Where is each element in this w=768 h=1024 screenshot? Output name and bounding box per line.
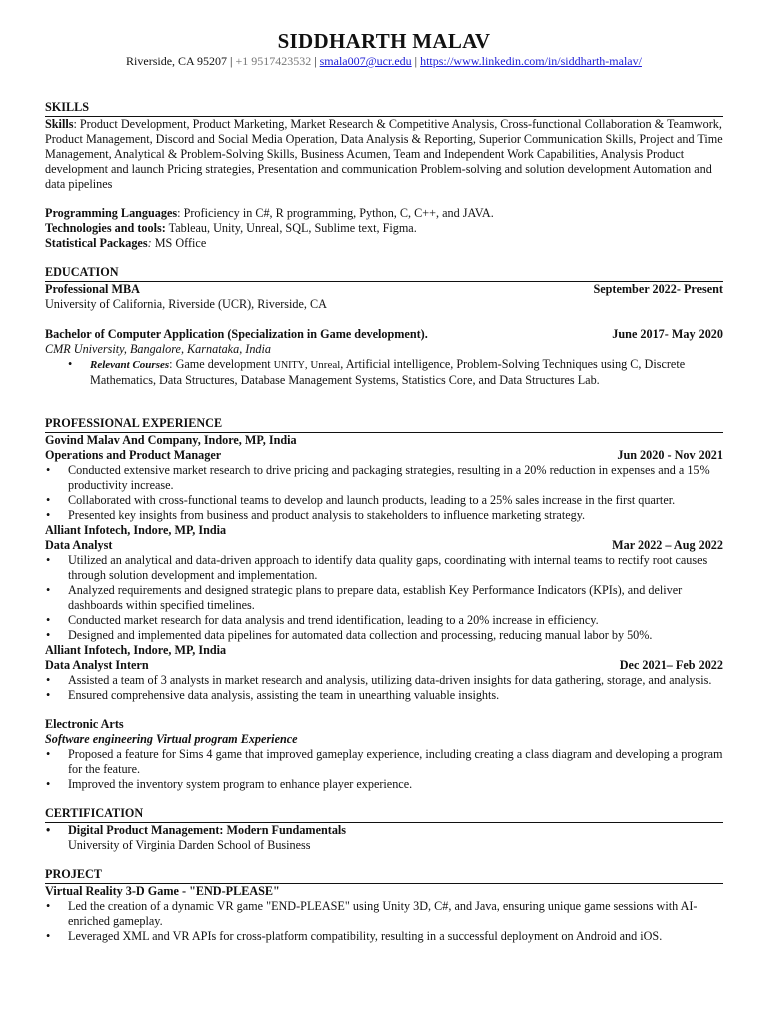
linkedin-link[interactable]: https://www.linkedin.com/in/siddharth-malav/ bbox=[420, 54, 642, 68]
role-row bbox=[45, 538, 723, 553]
statistical-label: Statistical Packages bbox=[45, 236, 148, 250]
job-bullets bbox=[45, 463, 723, 523]
certification-heading: CERTIFICATION bbox=[45, 806, 723, 823]
project-bullets bbox=[45, 899, 723, 944]
list-item: • Proposed a feature for Sims 4 game that improved gameplay experience, including creating a class diagram and developing a program for the feature. bbox=[45, 747, 723, 777]
contact-line bbox=[45, 54, 723, 69]
company-name: Electronic Arts bbox=[45, 717, 124, 731]
experience-heading: PROFESSIONAL EXPERIENCE bbox=[45, 416, 723, 433]
role-row bbox=[45, 448, 723, 463]
role-row bbox=[45, 658, 723, 673]
role-title: Software engineering Virtual program Experience bbox=[45, 732, 298, 746]
technologies-label: Technologies and tools: bbox=[45, 221, 166, 235]
bca-dates: June 2017- May 2020 bbox=[612, 327, 723, 341]
bca-school: CMR University, Bangalore, Karnataka, India bbox=[45, 342, 272, 356]
skills-label: Skills bbox=[45, 117, 74, 131]
list-item: • Utilized an analytical and data-driven approach to identify data quality gaps, coordinating with internal teams to rectify root causes through solution development and implementation. bbox=[45, 553, 723, 583]
job-bullets bbox=[45, 673, 723, 703]
statistical-colon: : bbox=[147, 236, 152, 250]
skills-heading: SKILLS bbox=[45, 100, 723, 117]
courses-text-a: : Game development bbox=[169, 357, 274, 371]
mba-title: Professional MBA bbox=[45, 282, 140, 296]
certification-title: • Digital Product Management: Modern Fundamentals bbox=[45, 823, 723, 838]
skills-text: : Product Development, Product Marketing, Market Research & Competitive Analysis, Cross-functional Collaboration & Teamwork, Product Management, Discord and Social Media Operation, Data Analysis & Reporting, Superior Communication Skills, Project and Time Management, Analytical & Problem-Solving Skills, Business Acumen, Team and Independent Work Capabilities, Analysis Product development and launch Pricing strategies, Presentation and communication Problem-solving and solution development Automation and data pipelines bbox=[45, 117, 723, 191]
programming-languages bbox=[45, 206, 723, 221]
technologies-tools bbox=[45, 221, 723, 236]
list-item: • Conducted market research for data analysis and trend identification, leading to a 20% increase in efficiency. bbox=[45, 613, 723, 628]
job-bullets bbox=[45, 747, 723, 792]
candidate-name: SIDDHARTH MALAV bbox=[277, 29, 491, 53]
project-heading: PROJECT bbox=[45, 867, 723, 884]
list-item bbox=[67, 357, 723, 388]
list-item: • Presented key insights from business and product analysis to stakeholders to influence marketing strategy. bbox=[45, 508, 723, 523]
role-dates: Dec 2021– Feb 2022 bbox=[619, 658, 723, 672]
statistical-text: MS Office bbox=[151, 236, 207, 250]
mba-dates: September 2022- Present bbox=[593, 282, 723, 296]
list-item: • Conducted extensive market research to drive pricing and packaging strategies, resulting in a 20% reduction in expenses and a 15% productivity increase. bbox=[45, 463, 723, 493]
location-text: Riverside, CA 95207 | bbox=[126, 54, 236, 68]
role-title: Data Analyst Intern bbox=[45, 658, 149, 672]
role-title: Data Analyst bbox=[45, 538, 113, 552]
project-title: Virtual Reality 3-D Game - "END-PLEASE" bbox=[45, 884, 280, 898]
bca-title: Bachelor of Computer Application (Specialization in Game development). bbox=[45, 327, 428, 341]
company-name: Alliant Infotech, Indore, MP, India bbox=[45, 643, 227, 657]
list-item: • Improved the inventory system program to enhance player experience. bbox=[45, 777, 723, 792]
separator: | bbox=[311, 54, 320, 68]
skills-paragraph bbox=[45, 117, 723, 192]
role-dates: Jun 2020 - Nov 2021 bbox=[617, 448, 723, 462]
statistical-packages bbox=[45, 236, 723, 251]
email-link[interactable]: smala007@ucr.edu bbox=[319, 54, 412, 68]
courses-text-c: , Artificial intelligence, Problem-Solving Techniques using C, Discrete Mathematics, Data Structures, Database Management Systems, Statistics Core, and Data Structures Lab. bbox=[90, 357, 686, 387]
resume-page bbox=[45, 28, 723, 944]
mba-school: University of California, Riverside (UCR), Riverside, CA bbox=[45, 297, 327, 311]
separator: | bbox=[411, 54, 421, 68]
programming-label: Programming Languages bbox=[45, 206, 178, 220]
list-item: • Assisted a team of 3 analysts in market research and analysis, utilizing data-driven insights for data gathering, storage, and analysis. bbox=[45, 673, 723, 688]
list-item: • Analyzed requirements and designed strategic plans to prepare data, establish Key Performance Indicators (KPIs), and deliver dashboards within specified timelines. bbox=[45, 583, 723, 613]
education-heading: EDUCATION bbox=[45, 265, 723, 282]
list-item: • Led the creation of a dynamic VR game "END-PLEASE" using Unity 3D, C#, and Java, ensuring unique game sessions with AI-enriched gameplay. bbox=[45, 899, 723, 929]
bca-row bbox=[45, 327, 723, 342]
technologies-text: Tableau, Unity, Unreal, SQL, Sublime text, Figma. bbox=[165, 221, 417, 235]
mba-row bbox=[45, 282, 723, 297]
certification-list bbox=[45, 823, 723, 838]
courses-unreal: , Unreal bbox=[304, 359, 341, 371]
company-name: Govind Malav And Company, Indore, MP, India bbox=[45, 433, 297, 447]
courses-label: Relevant Courses bbox=[90, 359, 170, 371]
certification-issuer: University of Virginia Darden School of Business bbox=[68, 838, 311, 852]
role-dates: Mar 2022 – Aug 2022 bbox=[612, 538, 723, 552]
list-item: • Ensured comprehensive data analysis, assisting the team in unearthing valuable insights. bbox=[45, 688, 723, 703]
programming-text: : Proficiency in C#, R programming, Python, C, C++, and JAVA. bbox=[177, 206, 494, 220]
list-item: • Collaborated with cross-functional teams to develop and launch products, leading to a 25% sales increase in the first quarter. bbox=[45, 493, 723, 508]
company-name: Alliant Infotech, Indore, MP, India bbox=[45, 523, 227, 537]
courses-list bbox=[45, 357, 723, 388]
job-bullets bbox=[45, 553, 723, 643]
list-item: • Leveraged XML and VR APIs for cross-platform compatibility, resulting in a successful deployment on Android and iOS. bbox=[45, 929, 723, 944]
role-title: Operations and Product Manager bbox=[45, 448, 222, 462]
list-item: • Designed and implemented data pipelines for automated data collection and processing, reducing manual labor by 50%. bbox=[45, 628, 723, 643]
courses-unity: UNITY bbox=[273, 360, 305, 371]
phone-number: +1 9517423532 bbox=[235, 54, 312, 68]
